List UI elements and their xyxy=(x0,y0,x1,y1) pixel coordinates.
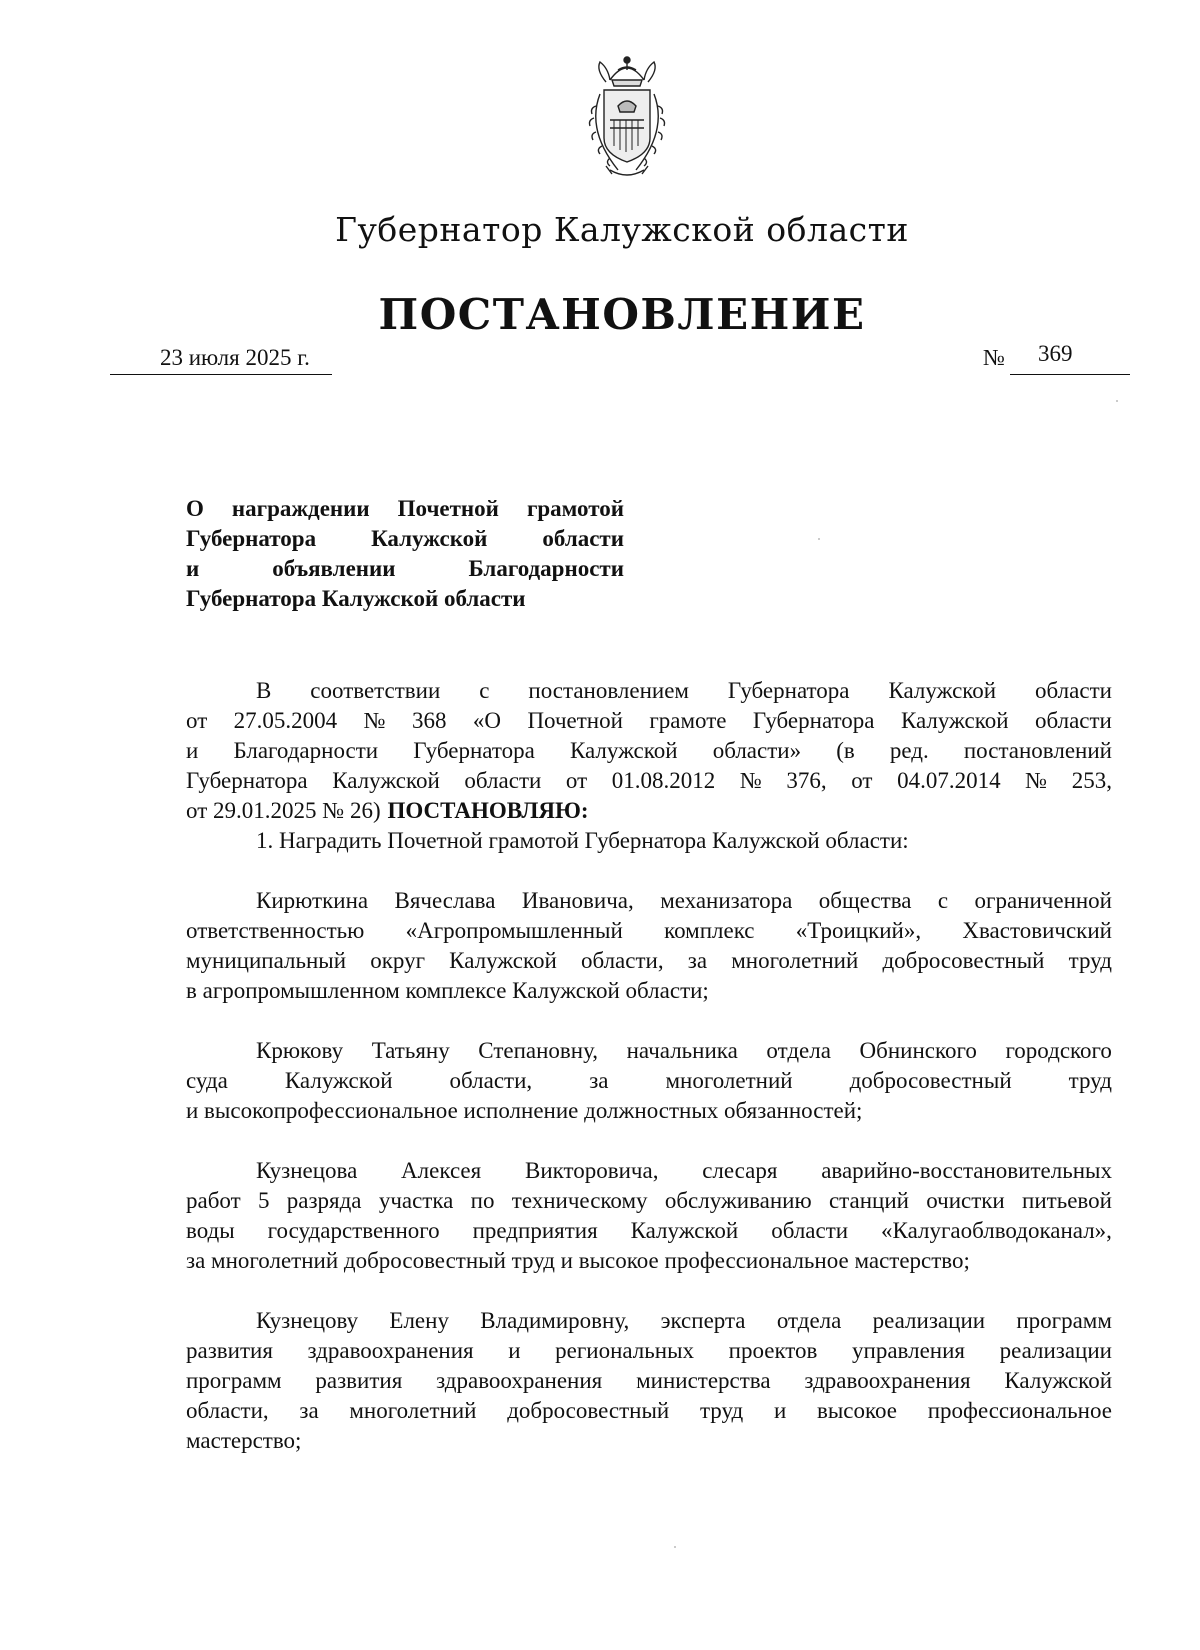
word: управления xyxy=(852,1338,965,1363)
word: с xyxy=(937,888,949,913)
subject-line xyxy=(186,554,624,584)
text-line xyxy=(186,706,1112,736)
word: и xyxy=(773,1398,787,1423)
word: труд xyxy=(699,1398,744,1423)
word: многолетний xyxy=(665,1068,793,1093)
resolution-keyword: ПОСТАНОВЛЯЮ: xyxy=(387,798,589,823)
word: и xyxy=(186,738,199,763)
word: аварийно-восстановительных xyxy=(821,1158,1112,1183)
word: Татьяну xyxy=(371,1038,450,1063)
word: труд xyxy=(1068,1068,1112,1093)
word: Елену xyxy=(389,1308,449,1333)
text-line xyxy=(186,1396,1112,1426)
preamble-reference: от 29.01.2025 № 26) xyxy=(186,798,381,823)
word: Степановну, xyxy=(478,1038,599,1063)
subject-word: Губернатора Калужской области xyxy=(186,586,526,611)
subject-word: Губернатора xyxy=(186,526,317,551)
word: и xyxy=(508,1338,521,1363)
word: области» xyxy=(712,738,802,763)
word: механизатора xyxy=(660,888,793,913)
word: Губернатора xyxy=(186,768,308,793)
word: Хвастовичский xyxy=(962,918,1112,943)
word: 376, xyxy=(786,768,827,793)
word: Калужской xyxy=(449,948,557,973)
document-date: 23 июля 2025 г. xyxy=(160,345,310,370)
word: за xyxy=(687,948,708,973)
organization-title: Губернатор Калужской области xyxy=(335,210,909,249)
word: Калужской xyxy=(1004,1368,1112,1393)
document-type-heading: ПОСТАНОВЛЕНИЕ xyxy=(378,290,866,339)
word: по xyxy=(470,1188,495,1213)
word: реализации xyxy=(999,1338,1112,1363)
text-line xyxy=(186,1186,1112,1216)
text-line xyxy=(186,1036,1112,1066)
word: за xyxy=(299,1398,319,1423)
word: городского xyxy=(1005,1038,1112,1063)
subject-word: Калужской xyxy=(371,526,488,551)
clause-1: 1. Наградить Почетной грамотой Губернатора Калужской области: xyxy=(256,828,909,853)
word: эксперта xyxy=(660,1308,746,1333)
word: многолетний xyxy=(349,1398,477,1423)
awardee-paragraph xyxy=(186,1306,1112,1456)
word: предприятия xyxy=(472,1218,598,1243)
word: Крюкову xyxy=(256,1038,344,1063)
word: 04.07.2014 xyxy=(897,768,1001,793)
word: региональных xyxy=(555,1338,695,1363)
word: Калужской xyxy=(569,738,678,763)
text-line xyxy=(186,796,1112,826)
word: области xyxy=(771,1218,849,1243)
word: ред. xyxy=(889,738,929,763)
word: ответственностью xyxy=(186,918,365,943)
word: Калужской xyxy=(888,678,997,703)
word: области xyxy=(1034,708,1112,733)
word: № xyxy=(363,708,386,733)
word: с xyxy=(479,678,490,703)
word: № xyxy=(1025,768,1048,793)
word: грамоте xyxy=(649,708,727,733)
text-line xyxy=(186,1306,1112,1336)
word: 27.05.2004 xyxy=(233,708,338,733)
text-line xyxy=(186,766,1112,796)
word: развития xyxy=(315,1368,403,1393)
word: труд xyxy=(1068,948,1112,973)
text-line xyxy=(186,736,1112,766)
word: № xyxy=(739,768,762,793)
word: здравоохранения xyxy=(307,1338,474,1363)
coat-of-arms-emblem xyxy=(566,50,688,184)
word: станций xyxy=(828,1188,909,1213)
word: разряда xyxy=(286,1188,362,1213)
number-underline xyxy=(1010,374,1130,375)
word: государственного xyxy=(267,1218,440,1243)
word: Почетной xyxy=(527,708,623,733)
word: 01.08.2012 xyxy=(611,768,716,793)
word: соответствии xyxy=(310,678,441,703)
word: проектов xyxy=(728,1338,818,1363)
word: 5 xyxy=(257,1188,270,1213)
paragraph-gap xyxy=(186,856,1112,886)
text-line xyxy=(186,1156,1112,1186)
text-line xyxy=(186,886,1112,916)
subject-word: О xyxy=(186,496,204,521)
word: муниципальный xyxy=(186,948,347,973)
word: (в xyxy=(836,738,855,763)
word: области, xyxy=(580,948,664,973)
word: участка xyxy=(378,1188,454,1213)
word: Калужской xyxy=(900,708,1009,733)
word: Кузнецову xyxy=(256,1308,359,1333)
subject-word: области xyxy=(542,526,624,551)
text-line xyxy=(186,676,1112,706)
word: министерства xyxy=(636,1368,771,1393)
text-line xyxy=(186,1366,1112,1396)
word: многолетний xyxy=(731,948,859,973)
word: Губернатора xyxy=(413,738,535,763)
word: добросовестный xyxy=(849,1068,1012,1093)
text-line xyxy=(186,946,1112,976)
word: Алексея xyxy=(401,1158,482,1183)
text-line: мастерство; xyxy=(186,1428,302,1453)
document-body xyxy=(186,676,1112,1456)
text-line xyxy=(186,916,1112,946)
paragraph-gap xyxy=(186,1276,1112,1306)
scan-speck xyxy=(1116,400,1118,402)
word: Обнинского xyxy=(859,1038,977,1063)
word: работ xyxy=(186,1188,241,1213)
word: Губернатора xyxy=(727,678,850,703)
subject-line xyxy=(186,524,624,554)
word: слесаря xyxy=(702,1158,778,1183)
word: Кузнецова xyxy=(256,1158,358,1183)
word: суда xyxy=(186,1068,228,1093)
subject-line xyxy=(186,494,624,524)
number-sign: № xyxy=(983,345,1005,370)
word: программ xyxy=(1016,1308,1112,1333)
text-line: в агропромышленном комплексе Калужской области; xyxy=(186,978,709,1003)
subject-word: объявлении xyxy=(272,556,396,581)
word: 253, xyxy=(1071,768,1112,793)
word: Кирюткина xyxy=(256,888,369,913)
word: «Агропромышленный xyxy=(405,918,623,943)
word: области, xyxy=(186,1398,269,1423)
word: области xyxy=(464,768,542,793)
word: добросовестный xyxy=(507,1398,670,1423)
word: здравоохранения xyxy=(436,1368,603,1393)
word: постановлений xyxy=(963,738,1112,763)
word: очистки xyxy=(926,1188,1005,1213)
word: округ xyxy=(370,948,426,973)
word: обслуживанию xyxy=(664,1188,812,1213)
word: комплекс xyxy=(664,918,755,943)
text-line xyxy=(186,1336,1112,1366)
subject-heading xyxy=(186,494,624,614)
subject-line xyxy=(186,584,624,614)
word: воды xyxy=(186,1218,235,1243)
word: питьевой xyxy=(1022,1188,1112,1213)
text-line xyxy=(186,1216,1112,1246)
word: Владимировну, xyxy=(480,1308,630,1333)
word: от xyxy=(186,708,208,733)
date-underline xyxy=(110,374,332,375)
subject-word: грамотой xyxy=(526,496,624,521)
subject-word: Почетной xyxy=(397,496,499,521)
document-number: 369 xyxy=(1038,341,1073,366)
word: «Калугаоблводоканал», xyxy=(881,1218,1112,1243)
word: Вячеслава xyxy=(394,888,496,913)
word: Ивановича, xyxy=(521,888,634,913)
word: от xyxy=(851,768,873,793)
awardee-paragraph xyxy=(186,1036,1112,1126)
word: развития xyxy=(186,1338,273,1363)
word: Губернатора xyxy=(752,708,875,733)
word: общества xyxy=(818,888,912,913)
text-line: и высокопрофессиональное исполнение должностных обязанностей; xyxy=(186,1098,863,1123)
word: реализации xyxy=(872,1308,986,1333)
word: ограниченной xyxy=(974,888,1112,913)
word: начальника xyxy=(626,1038,738,1063)
word: Калужской xyxy=(284,1068,393,1093)
subject-word: и xyxy=(186,556,200,581)
word: программ xyxy=(186,1368,282,1393)
subject-word: Благодарности xyxy=(468,556,624,581)
paragraph-gap xyxy=(186,1006,1112,1036)
text-line: за многолетний добросовестный труд и высокое профессиональное мастерство; xyxy=(186,1248,970,1273)
word: 368 xyxy=(411,708,447,733)
awardee-paragraph xyxy=(186,1156,1112,1276)
word: отдела xyxy=(766,1038,831,1063)
word: постановлением xyxy=(528,678,689,703)
word: Калужской xyxy=(332,768,440,793)
word: Калужской xyxy=(630,1218,739,1243)
awardee-paragraph xyxy=(186,886,1112,1006)
word: «Троицкий», xyxy=(795,918,922,943)
word: от xyxy=(565,768,588,793)
text-line xyxy=(186,1066,1112,1096)
word: здравоохранения xyxy=(804,1368,971,1393)
word: области, xyxy=(449,1068,533,1093)
word: техническому xyxy=(511,1188,648,1213)
paragraph-gap xyxy=(186,1126,1112,1156)
word: профессиональное xyxy=(927,1398,1112,1423)
scan-speck xyxy=(818,538,820,540)
scan-speck xyxy=(674,1546,676,1548)
word: добросовестный xyxy=(882,948,1045,973)
word: области xyxy=(1035,678,1112,703)
word: «О xyxy=(472,708,502,733)
word: Викторовича, xyxy=(524,1158,659,1183)
subject-word: награждении xyxy=(231,496,370,521)
word: за xyxy=(589,1068,609,1093)
word: высокое xyxy=(816,1398,898,1423)
word: отдела xyxy=(776,1308,842,1333)
preamble-paragraph xyxy=(186,676,1112,826)
word: В xyxy=(256,678,272,703)
word: Благодарности xyxy=(233,738,379,763)
